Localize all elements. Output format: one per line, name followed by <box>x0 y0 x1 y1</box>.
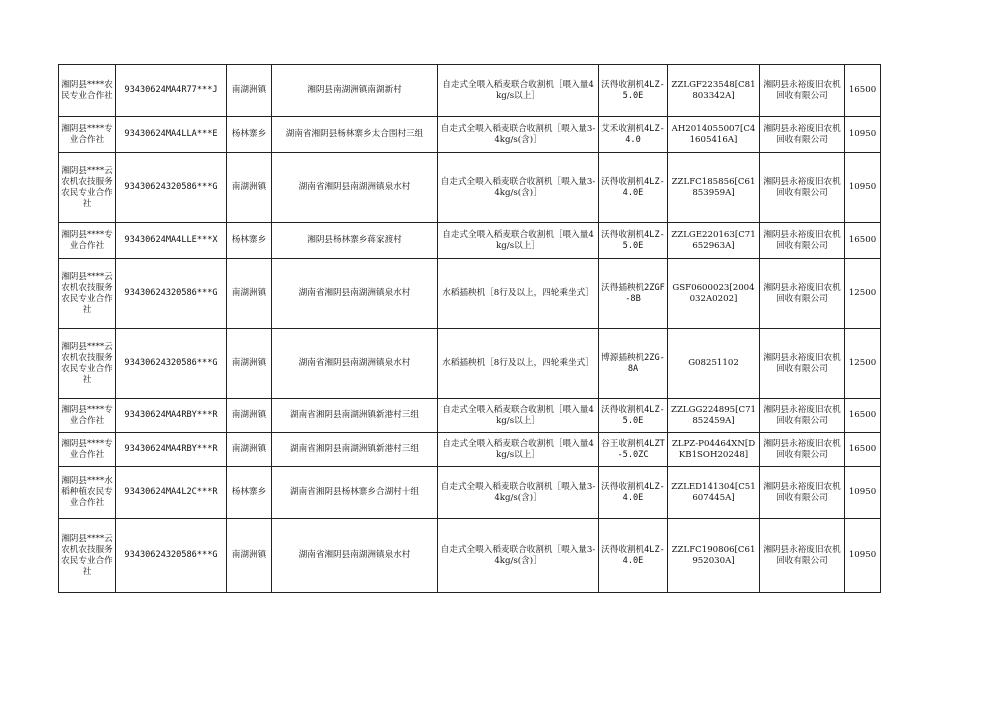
address-cell: 湘阴县杨林寨乡蒋家渡村 <box>272 223 438 259</box>
machine-type-cell: 自走式全喂入稻麦联合收割机［喂入量3-4kg/s(含)］ <box>438 117 599 153</box>
table-row <box>59 433 881 467</box>
cooperative-name-cell: 湘阴县****专业合作社 <box>59 223 116 259</box>
cooperative-name-cell: 湘阴县****专业合作社 <box>59 433 116 467</box>
machine-model-cell: 艾禾收割机4LZ-4.0 <box>599 117 668 153</box>
table-row <box>59 519 881 593</box>
amount-cell: 10950 <box>845 117 881 153</box>
credit-code-cell: 93430624320586***G <box>116 329 227 399</box>
serial-number-cell: AH2014055007[C41605416A] <box>668 117 760 153</box>
town-cell: 杨林寨乡 <box>227 467 272 519</box>
machine-type-cell: 自走式全喂入稻麦联合收割机［喂入量4kg/s以上］ <box>438 223 599 259</box>
address-cell: 湖南省湘阴县南湖洲镇泉水村 <box>272 329 438 399</box>
machine-type-cell: 自走式全喂入稻麦联合收割机［喂入量4kg/s以上］ <box>438 65 599 117</box>
machine-model-cell: 沃得收割机4LZ-5.0E <box>599 399 668 433</box>
amount-cell: 10950 <box>845 467 881 519</box>
serial-number-cell: GSF0600023[2004032A0202] <box>668 259 760 329</box>
recycler-cell: 湘阴县永裕废旧农机回收有限公司 <box>760 433 845 467</box>
machine-type-cell: 自走式全喂入稻麦联合收割机［喂入量4kg/s以上］ <box>438 399 599 433</box>
recycler-cell: 湘阴县永裕废旧农机回收有限公司 <box>760 153 845 223</box>
recycler-cell: 湘阴县永裕废旧农机回收有限公司 <box>760 399 845 433</box>
town-cell: 南湖洲镇 <box>227 65 272 117</box>
machine-model-cell: 沃得收割机4LZ-4.0E <box>599 467 668 519</box>
machine-type-cell: 自走式全喂入稻麦联合收割机［喂入量3-4kg/s(含)］ <box>438 467 599 519</box>
recycler-cell: 湘阴县永裕废旧农机回收有限公司 <box>760 117 845 153</box>
credit-code-cell: 93430624MA4L2C***R <box>116 467 227 519</box>
address-cell: 湖南省湘阴县南湖洲镇新港村三组 <box>272 399 438 433</box>
amount-cell: 16500 <box>845 223 881 259</box>
address-cell: 湖南省湘阴县南湖洲镇泉水村 <box>272 259 438 329</box>
credit-code-cell: 93430624MA4RBY***R <box>116 433 227 467</box>
credit-code-cell: 93430624MA4LLA***E <box>116 117 227 153</box>
recycler-cell: 湘阴县永裕废旧农机回收有限公司 <box>760 329 845 399</box>
credit-code-cell: 93430624320586***G <box>116 519 227 593</box>
amount-cell: 16500 <box>845 399 881 433</box>
cooperative-name-cell: 湘阴县****云农机农技服务农民专业合作社 <box>59 259 116 329</box>
cooperative-name-cell: 湘阴县****专业合作社 <box>59 399 116 433</box>
machine-model-cell: 沃得插秧机2ZGF-8B <box>599 259 668 329</box>
serial-number-cell: G08251102 <box>668 329 760 399</box>
serial-number-cell: ZZLFC185856[C61853959A] <box>668 153 760 223</box>
table-row <box>59 153 881 223</box>
address-cell: 湖南省湘阴县杨林寨乡太合围村三组 <box>272 117 438 153</box>
town-cell: 南湖洲镇 <box>227 519 272 593</box>
table-row <box>59 467 881 519</box>
cooperative-name-cell: 湘阴县****农民专业合作社 <box>59 65 116 117</box>
table-row <box>59 399 881 433</box>
machine-model-cell: 博源插秧机2ZG-8A <box>599 329 668 399</box>
table-row <box>59 223 881 259</box>
amount-cell: 16500 <box>845 433 881 467</box>
cooperative-name-cell: 湘阴县****专业合作社 <box>59 117 116 153</box>
amount-cell: 10950 <box>845 519 881 593</box>
recycler-cell: 湘阴县永裕废旧农机回收有限公司 <box>760 259 845 329</box>
table-row <box>59 329 881 399</box>
recycler-cell: 湘阴县永裕废旧农机回收有限公司 <box>760 467 845 519</box>
table-row <box>59 259 881 329</box>
credit-code-cell: 93430624MA4LLE***X <box>116 223 227 259</box>
machine-model-cell: 谷王收割机4LZT-5.0ZC <box>599 433 668 467</box>
machine-type-cell: 自走式全喂入稻麦联合收割机［喂入量3-4kg/s(含)］ <box>438 519 599 593</box>
recycler-cell: 湘阴县永裕废旧农机回收有限公司 <box>760 65 845 117</box>
cooperative-name-cell: 湘阴县****云农机农技服务农民专业合作社 <box>59 329 116 399</box>
amount-cell: 12500 <box>845 259 881 329</box>
cooperative-name-cell: 湘阴县****云农机农技服务农民专业合作社 <box>59 153 116 223</box>
subsidy-table <box>58 64 881 593</box>
machine-type-cell: 水稻插秧机［8行及以上，四轮乘坐式］ <box>438 329 599 399</box>
table-row <box>59 117 881 153</box>
machine-model-cell: 沃得收割机4LZ-4.0E <box>599 153 668 223</box>
town-cell: 南湖洲镇 <box>227 329 272 399</box>
machine-type-cell: 自走式全喂入稻麦联合收割机［喂入量3-4kg/s(含)］ <box>438 153 599 223</box>
serial-number-cell: ZLPZ-P04464XN[DKB1SOH20248] <box>668 433 760 467</box>
recycler-cell: 湘阴县永裕废旧农机回收有限公司 <box>760 223 845 259</box>
recycler-cell: 湘阴县永裕废旧农机回收有限公司 <box>760 519 845 593</box>
serial-number-cell: ZZLFC190806[C61952030A] <box>668 519 760 593</box>
address-cell: 湖南省湘阴县杨林寨乡合湖村十组 <box>272 467 438 519</box>
town-cell: 南湖洲镇 <box>227 153 272 223</box>
address-cell: 湖南省湘阴县南湖洲镇泉水村 <box>272 153 438 223</box>
town-cell: 南湖洲镇 <box>227 259 272 329</box>
town-cell: 杨林寨乡 <box>227 117 272 153</box>
credit-code-cell: 93430624MA4RBY***R <box>116 399 227 433</box>
machine-model-cell: 沃得收割机4LZ-5.0E <box>599 223 668 259</box>
town-cell: 南湖洲镇 <box>227 399 272 433</box>
serial-number-cell: ZZLGF223548[C81803342A] <box>668 65 760 117</box>
address-cell: 湖南省湘阴县南湖洲镇泉水村 <box>272 519 438 593</box>
credit-code-cell: 93430624MA4R77***J <box>116 65 227 117</box>
credit-code-cell: 93430624320586***G <box>116 153 227 223</box>
serial-number-cell: ZZLGE220163[C71652963A] <box>668 223 760 259</box>
machine-type-cell: 水稻插秧机［8行及以上，四轮乘坐式］ <box>438 259 599 329</box>
address-cell: 湘阴县南湖洲镇南湖新村 <box>272 65 438 117</box>
machine-model-cell: 沃得收割机4LZ-5.0E <box>599 65 668 117</box>
table-body <box>59 65 881 593</box>
serial-number-cell: ZZLGG224895[C71852459A] <box>668 399 760 433</box>
machine-type-cell: 自走式全喂入稻麦联合收割机［喂入量4kg/s以上］ <box>438 433 599 467</box>
cooperative-name-cell: 湘阴县****云农机农技服务农民专业合作社 <box>59 519 116 593</box>
town-cell: 南湖洲镇 <box>227 433 272 467</box>
amount-cell: 10950 <box>845 153 881 223</box>
town-cell: 杨林寨乡 <box>227 223 272 259</box>
cooperative-name-cell: 湘阴县****水稻种植农民专业合作社 <box>59 467 116 519</box>
machine-model-cell: 沃得收割机4LZ-4.0E <box>599 519 668 593</box>
address-cell: 湖南省湘阴县南湖洲镇新港村三组 <box>272 433 438 467</box>
amount-cell: 16500 <box>845 65 881 117</box>
credit-code-cell: 93430624320586***G <box>116 259 227 329</box>
amount-cell: 12500 <box>845 329 881 399</box>
table-row <box>59 65 881 117</box>
serial-number-cell: ZZLED141304[C51607445A] <box>668 467 760 519</box>
